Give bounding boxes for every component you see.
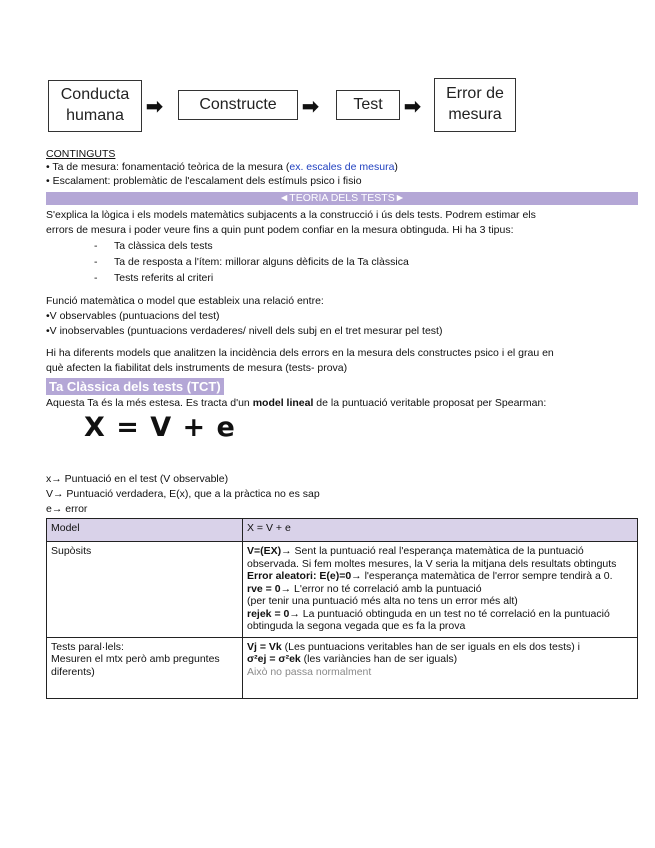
flow-diagram bbox=[46, 78, 616, 134]
table-header-cell: Model bbox=[47, 519, 243, 542]
table-cell-content: Vj = Vk (Les puntuacions veritables han de ser iguals en els dos tests) i σ²ej = σ²ek (les variàncies han de ser iguals) Això no passa normalment bbox=[243, 637, 638, 698]
table-header-cell: X = V + e bbox=[243, 519, 638, 542]
table-cell-content: V=(EX)→ Sent la puntuació real l'esperança matemàtica de la puntuació observada. Si fem moltes mesures, la V seria la mitjana dels resultats obtinguts Error aleatori: E(e)=0→ l'esperança matemàtica de l'error sempre tendirà a 0. rve = 0→ L'error no té correlació amb la puntuació (per tenir una puntuació més alta no tens un error més alt) rejek = 0→ La puntuació obtinguda en un test no té correlació en la puntuació obtinguda la segona vegada que es fa la prova bbox=[243, 542, 638, 638]
arrow-right-icon: ➡ bbox=[146, 96, 163, 118]
table-cell-label: Supòsits bbox=[47, 542, 243, 638]
table-row bbox=[47, 542, 638, 638]
arrow-right-icon: ➡ bbox=[404, 96, 421, 118]
def-v: V→ Puntuació verdadera, E(x), que a la pràctica no es sap bbox=[46, 488, 320, 500]
funcio-line-2: •V observables (puntuacions del test) bbox=[46, 310, 220, 322]
funcio-line-1: Funció matemàtica o model que estableix una relació entre: bbox=[46, 295, 324, 307]
continguts-item-1: • Ta de mesura: fonamentació teòrica de la mesura (ex. escales de mesura) bbox=[46, 161, 398, 173]
continguts-item-2: • Escalament: problemàtic de l'escalament dels estímuls psico i fisio bbox=[46, 175, 362, 187]
table-cell-label: Tests paral·lels: Mesuren el mtx però amb preguntes diferents) bbox=[47, 637, 243, 698]
models-line-2: què afecten la fiabilitat dels instruments de mesura (tests- prova) bbox=[46, 362, 348, 374]
tct-desc: Aquesta Ta és la més estesa. Es tracta d'un model lineal de la puntuació veritable proposat per Spearman: bbox=[46, 397, 547, 409]
flow-box-conducta: Conducta humana bbox=[48, 80, 142, 132]
formula: X = V + e bbox=[84, 412, 236, 443]
escales-link[interactable]: ex. escales de mesura bbox=[289, 161, 395, 173]
model-table bbox=[46, 518, 638, 699]
models-line-1: Hi ha diferents models que analitzen la incidència dels errors en la mesura dels constructes psico i el grau en bbox=[46, 347, 554, 359]
arrow-right-icon: ➡ bbox=[302, 96, 319, 118]
section-bar-teoria: ◄TEORIA DELS TESTS► bbox=[46, 192, 638, 205]
type-item-2: - Ta de resposta a l'ítem: millorar alguns dèficits de la Ta clàssica bbox=[94, 256, 409, 268]
intro-line-1: S'explica la lògica i els models matemàtics subjacents a la construcció i ús dels tests. Podrem estimar els bbox=[46, 209, 536, 221]
continguts-title: CONTINGUTS bbox=[46, 148, 116, 160]
def-x: x→ Puntuació en el test (V observable) bbox=[46, 473, 229, 485]
type-item-3: - Tests referits al criteri bbox=[94, 272, 214, 284]
type-item-1: - Ta clàssica dels tests bbox=[94, 240, 213, 252]
flow-box-test: Test bbox=[336, 90, 400, 120]
table-header-row bbox=[47, 519, 638, 542]
funcio-line-3: •V inobservables (puntuacions verdaderes/ nivell dels subj en el tret mesurar pel test) bbox=[46, 325, 443, 337]
table-row bbox=[47, 637, 638, 698]
flow-box-constructe: Constructe bbox=[178, 90, 298, 120]
intro-line-2: errors de mesura i poder veure fins a quin punt podem confiar en la mesura obtinguda. Hi ha 3 tipus: bbox=[46, 224, 514, 236]
tct-heading: Ta Clàssica dels tests (TCT) bbox=[46, 378, 224, 395]
def-e: e→ error bbox=[46, 503, 88, 515]
flow-box-error: Error de mesura bbox=[434, 78, 516, 132]
